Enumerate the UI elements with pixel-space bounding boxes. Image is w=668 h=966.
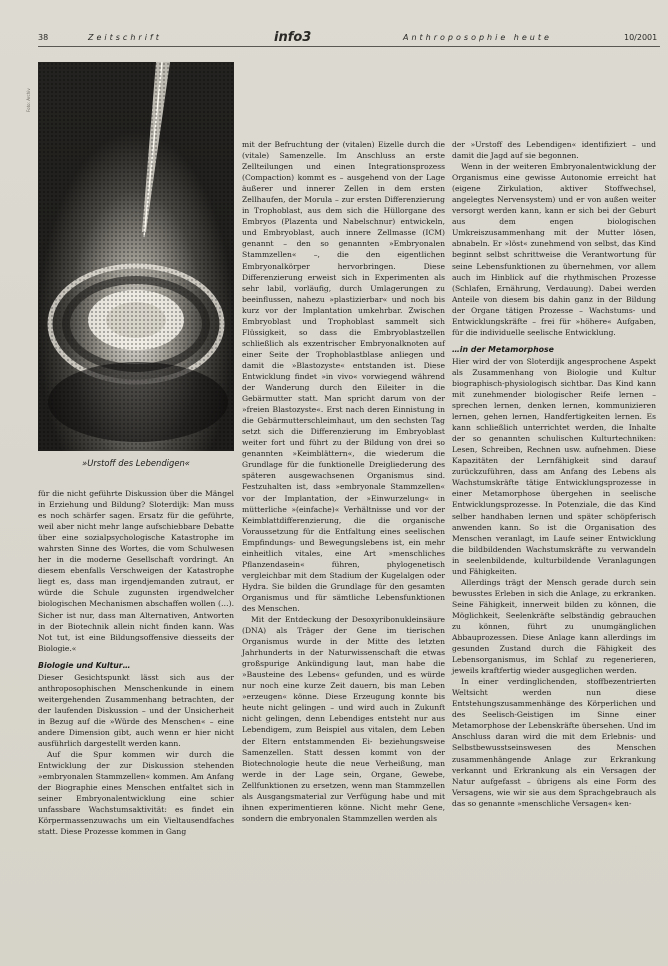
magazine-subtitle: Anthroposophie heute [403, 33, 552, 42]
issue-number: 10/2001 [624, 33, 658, 42]
paragraph: Dieser Gesichtspunkt lässt sich aus der anthroposophischen Menschenkunde in einem weitergehenden Zusammenhang betrachten, der der laufenden Diskussion – und der Unsicherheit in Bezug auf die »Würde des Menschen« – eine andere Dimension gibt, auch wenn er hier nicht ausführlich dargestellt werden kann. [38, 672, 234, 748]
paragraph: Auf die Spur kommen wir durch die Entwicklung der zur Diskussion stehenden »embryonalen Stammzellen« kommen. Am Anfang der Biographie eines Menschen entfaltet sich in seiner Embryonalentwicklung eine schier unfassbare Wachstumsaktivität: es findet ein Körpermassenzuwachs um ein Vieltausendfaches statt. Diese Prozesse kommen in Gang [38, 750, 234, 837]
photo-credit: Foto: Archiv [26, 88, 31, 112]
paragraph: mit der Befruchtung der (vitalen) Eizelle durch die (vitale) Samenzelle. Im Anschluss an erste Zellteilungen und einen Integrationsprozess (Compaction) kommt es – ausgehend von der Lage äußerer und innerer Zellen in dem ersten Zellhaufen, der Morula – zur ersten Differenzierung in Trophoblast, aus dem sich die Hüllorgane des Embryos (Plazenta und Nabelschnur) entwickeln, und Embryoblast, auch innere Zellmasse (ICM) genannt – den so genannten »Embryonalen Stammzellen« –, die den eigentlichen Embryonalkörper hervorbringen. Diese Differenzierung erweist sich in Experimenten als sehr labil, vorläufig, durch Umlagerungen zu beeinflussen, nahezu »plastizierbar« und noch bis kurz vor der Implantation umkehrbar. Zwischen Embryoblast und Trophoblast sammelt sich Flüssigkeit, so dass die Embryoblastzellen schließlich als exzentrischer Embryonalknoten auf einer Seite der Trophoblastblase anliegen und damit die »Blastozyste« entstanden ist. Diese Entwicklung findet »in vivo« vorwiegend während der Wanderung durch den Eileiter in die Gebärmutter statt. Man spricht darum von der »freien Blastozyste«. Erst nach deren Einnistung in die Gebärmutterschleimhaut, um den sechsten Tag setzt sich die Differenzierung im Embryoblast weiter fort und führt zu der Bildung von drei so genannten »Keimblättern«, die wiederum die Grundlage für die funktionelle Dreigliederung des späteren ausgewachsenen Organismus sind. Festzuhalten ist, dass »embryonale Stammzellen« vor der Implantation, der »Einwurzelung« in mütterliche »(einfache)« Verhältnisse und vor der Keimblattdifferenzierung, die die organische Voraussetzung für die Entfaltung eines seelischen Empfindungs- und Bewegungslebens ist, ein mehr einheitlich vitales, eine Art »menschliches Pflanzendasein« führen, phylogenetisch vergleichbar mit dem Stadium der Kugelalgen oder Hydra. Sie bilden die Grundlage für den gesamten Organismus und für sämtliche Lebensfunktionen des Menschen. [242, 140, 445, 613]
subheading: Biologie und Kultur… [38, 660, 131, 670]
paragraph: Mit der Entdeckung der Desoxyribonukleinsäure (DNA) als Träger der Gene im tierischen Organismus wurde in der Mitte des letzten Jahrhunderts in der Naturwissenschaft die etwas großspurige Ankündigung laut, man habe die »Bausteine des Lebens« gefunden, und es würde nur noch eine kurze Zeit dauern, bis man Leben »erzeugen« könne. Diese Erzeugung konnte bis heute nicht gelingen – und wird auch in Zukunft nicht gelingen, denn Lebendiges entsteht nur aus Lebendigem, zum Beispiel aus vitalen, dem Leben der Eltern entstammenden Ei- beziehungsweise Samenzellen. Statt dessen kommt von der Biotechnologie heute die neue Verheißung, man werde in der Lage sein, Organe, Gewebe, Zellfunktionen zu ersetzen, wenn man Stammzellen als Ausgangsmaterial zur Verfügung habe und mit ihnen experimentieren könne. Nicht mehr Gene, sondern die embryonalen Stammzellen werden als [242, 615, 445, 823]
section-title: Zeitschrift [88, 33, 162, 42]
header-rule [38, 46, 660, 47]
subheading: …in der Metamorphose [452, 344, 554, 354]
photo-caption: »Urstoff des Lebendigen« [82, 458, 190, 468]
magazine-logo: info3 [274, 30, 312, 45]
column-2 [242, 139, 445, 824]
column-3 [452, 139, 656, 809]
paragraph: Hier wird der von Sloterdijk angesprochene Aspekt als Zusammenhang von Biologie und Kultur biographisch-physiologisch sichtbar. Das Kind kann mit zunehmender biologischer Reife lernen – sprechen lernen, denken lernen, kommunizieren lernen, gehen lernen, Handfertigkeiten lernen. Es kann schließlich unterrichtet werden, die Inhalte der so genannten schulischen Kulturtechniken: Lesen, Schreiben, Rechnen usw. aufnehmen. Diese Kapazitäten der Lernfähigkeit sind darauf zurückzuführen, dass am Anfang des Lebens als Wachstumskräfte tätige Entwicklungsprozesse in einer Metamorphose übergehen in seelische Entwicklungsprozesse. In Potenziale, die das Kind selber handhaben lernen und später schöpferisch anwenden kann. So ist die Organisation des Menschen veranlagt, im Laufe seiner Entwicklung die bildbildenden Wachstumskräfte zu verwandeln in seelenbildende, kulturbildende Veranlagungen und Fähigkeiten. [452, 356, 656, 576]
paragraph: für die nicht geführte Diskussion über die Mängel in Erziehung und Bildung? Sloterdijk: Man muss es noch schärfer sagen. Ersatz für die geführte, weil aber nicht mehr lange aufschiebbare Debatte über eine sozialpsychologische Katastrophe im wahrsten Sinne des Wortes, die vom Schulwesen her in die moderne Gesellschaft vordringt. An diesem ebenfalls Verschweigen der Katastrophe liegt es, dass man irgendjemanden zutraut, er würde die Schule zugunsten irgendwelcher biologischen Mechanismen abschaffen wollen (…). Sicher ist nur, dass man Alternativen, Antworten in der Biotechnik allein nicht finden kann. Was Not tut, ist eine Bildungsoffensive diesseits der Biologie.« [38, 489, 234, 653]
paragraph: In einer verdinglichenden, stoffbezentrierten Weltsicht werden nun diese Entstehungszusammenhänge des Körperlichen und des Seelisch-Geistigen im Sinne einer Metamorphose der Lebenskräfte übersehen. Und im Anschluss daran wird die mit dem Erlebnis- und Selbstbewusstseinswesen des Menschen zusammenhängende Anlage zur Erkrankung verkannt und Erkrankung als ein Versagen der Natur aufgefasst – übrigens als eine Form des Versagens, wie wir sie aus dem Sprachgebrauch als das so genannte »menschliche Versagen« ken- [452, 677, 656, 808]
column-1 [38, 488, 234, 837]
paragraph: der »Urstoff des Lebendigen« identifiziert – und damit die Jagd auf sie begonnen. [452, 140, 656, 161]
page-number: 38 [38, 33, 49, 42]
article-photo [38, 62, 234, 451]
paragraph: Allerdings trägt der Mensch gerade durch sein bewusstes Erleben in sich die Anlage, zu erkranken. Seine Fähigkeit, innerweit bilden zu können, die Möglichkeit, Seelenkräfte selbständig gebrauchen zu können, führt zu unumgänglichen Abbauprozessen. Diese Anlage kann allerdings im gesunden Zustand durch die Fähigkeit des Lebensorganismus, im Schlaf zu regenerieren, jeweils kraftfertig wieder ausgeglichen werden. [452, 577, 656, 676]
paragraph: Wenn in der weiteren Embryonalentwicklung der Organismus eine gewisse Autonomie erreicht hat (eigene Zirkulation, aktiver Stoffwechsel, angelegtes Nervensystem) und er von außen weiter versorgt werden kann, kann er sich bei der Geburt aus dem engen biologischen Umkreiszusammenhang mit der Mutter lösen, abnabeln. Er »löst« zunehmend von selbst, das Kind beginnt selbst schrittweise die Verantwortung für seine Lebensfunktionen zu übernehmen, vor allem auch im Hinblick auf die rhythmischen Prozesse (Schlafen, Ernährung, Verdauung). Dabei werden Anteile von diesem bis dahin ganz in der Bildung der Organe tätigen Prozesse – Wachstums- und Entwicklungskräfte – frei für »höhere« Aufgaben, für die individuelle seelische Entwicklung. [452, 162, 656, 337]
